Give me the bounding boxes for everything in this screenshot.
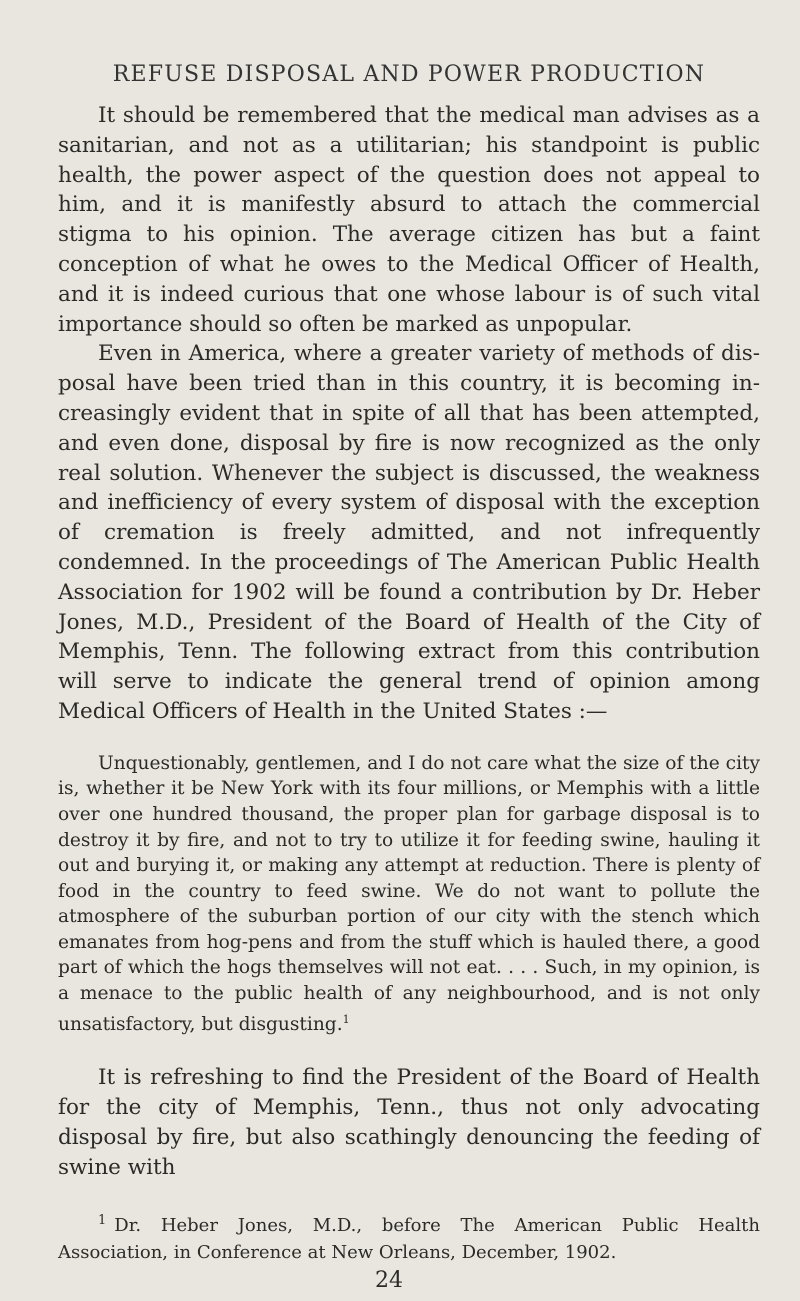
body-paragraph-1: It should be remembered that the medical man advises as a sanitarian, and not as a utilitarian; his standpoint is public health, the power aspect of the question does not appeal to him, and it is manifestly absurd to attach the commercial stigma to his opinion. The average citizen has but a faint conception of what he owes to the Medical Officer of Health, and it is indeed curious that one whose labour is of such vital importance should so often be marked as unpopular. (58, 103, 760, 337)
block-quote-text: Unquestionably, gentlemen, and I do not care what the size of the city is, whether it be New York with its four millions, or Memphis with a little over one hundred thousand, the proper plan for garbage disposal is to destroy it by fire, and not to try to utilize it for feeding swine, hauling it out and burying it, or making any attempt at reduction. There is plenty of food in the country to feed swine. We do not want to pollute the atmosphere of the suburban portion of our city with the stench which emanates from hog-pens and from the stuff which is hauled there, a good part of which the hogs themselves will not eat. . . . Such, in my opinion, is a menace to the public health of any neighbourhood, and is not only unsatisfactory, but disgusting. (58, 752, 760, 1035)
body-paragraph-2: Even in America, where a greater variety of methods of dis- posal have been tried than in this country, it is becoming in- creasingly evident that in spite of all that has been attempted, and even done, disposal by fire is now recognized as the only real solution. Whenever the subject is discussed, the weakness and inefficiency of every system of disposal with the exception of cremation is freely admitted, and not infrequently condemned. In the proceedings of The American Public Health Association for 1902 will be found a contribution by Dr. Heber Jones, M.D., President of the Board of Health of the City of Memphis, Tenn. The following extract from this contribution will serve to indicate the general trend of opinion among Medical Officers of Health in the United States :— (58, 341, 760, 724)
page-number: 24 (375, 1267, 403, 1293)
footnote-mark: 1 (98, 1212, 107, 1228)
body-paragraph-3: It is refreshing to find the President of the Board of Health for the city of Memphis, Tenn., thus not only advocating disposal by fire, but also scathingly denouncing the feeding of swine with (58, 1065, 760, 1180)
block-quote (58, 751, 760, 1038)
footnote-reference: 1 (342, 1012, 350, 1026)
footnote (58, 1207, 760, 1266)
footnote-text: Dr. Heber Jones, M.D., before The American Public Health Association, in Conference at New Orleans, December, 1902. (58, 1214, 760, 1263)
running-title: REFUSE DISPOSAL AND POWER PRODUCTION (112, 62, 706, 87)
